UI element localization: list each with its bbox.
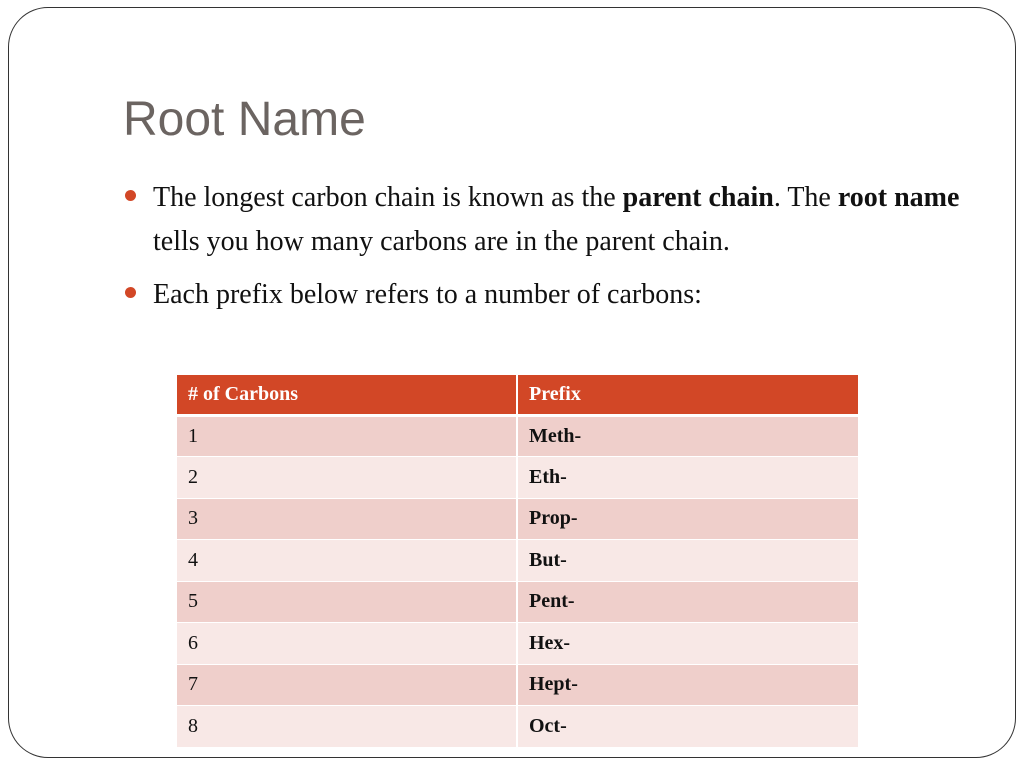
cell-prefix: Hex- xyxy=(517,623,859,665)
bullet-text-segment: . The xyxy=(773,182,838,213)
bullet-text-bold: root name xyxy=(837,182,960,213)
cell-prefix: But- xyxy=(517,540,859,582)
column-header-prefix: Prefix xyxy=(517,375,859,415)
cell-carbon-count: 4 xyxy=(177,540,517,582)
bullet-item xyxy=(123,176,983,264)
cell-prefix: Oct- xyxy=(517,706,859,748)
bullet-dot-icon xyxy=(125,190,136,201)
cell-prefix: Pent- xyxy=(517,581,859,623)
bullet-list xyxy=(123,176,983,326)
cell-carbon-count: 5 xyxy=(177,581,517,623)
bullet-item xyxy=(123,273,983,317)
table-row xyxy=(177,457,859,499)
table-row xyxy=(177,664,859,706)
cell-carbon-count: 8 xyxy=(177,706,517,748)
table-body xyxy=(177,415,859,747)
table-row xyxy=(177,581,859,623)
cell-carbon-count: 7 xyxy=(177,664,517,706)
cell-carbon-count: 2 xyxy=(177,457,517,499)
cell-prefix: Prop- xyxy=(517,498,859,540)
cell-carbon-count: 1 xyxy=(177,415,517,457)
cell-prefix: Eth- xyxy=(517,457,859,499)
table-header-row xyxy=(177,375,859,415)
table-row xyxy=(177,540,859,582)
table-row xyxy=(177,415,859,457)
slide-frame xyxy=(8,7,1016,758)
bullet-text-bold: parent chain xyxy=(622,182,774,213)
prefix-table-container xyxy=(177,375,860,748)
bullet-dot-icon xyxy=(125,287,136,298)
slide-title: Root Name xyxy=(123,93,366,146)
cell-prefix: Meth- xyxy=(517,415,859,457)
table-row xyxy=(177,706,859,748)
table-row xyxy=(177,623,859,665)
prefix-table xyxy=(177,375,860,748)
cell-carbon-count: 6 xyxy=(177,623,517,665)
table-row xyxy=(177,498,859,540)
bullet-text-segment: Each prefix below refers to a number of carbons: xyxy=(153,279,702,310)
cell-prefix: Hept- xyxy=(517,664,859,706)
cell-carbon-count: 3 xyxy=(177,498,517,540)
column-header-carbons: # of Carbons xyxy=(177,375,517,415)
bullet-text-segment: The longest carbon chain is known as the xyxy=(153,182,623,213)
bullet-text-segment: tells you how many carbons are in the parent chain. xyxy=(153,226,730,257)
